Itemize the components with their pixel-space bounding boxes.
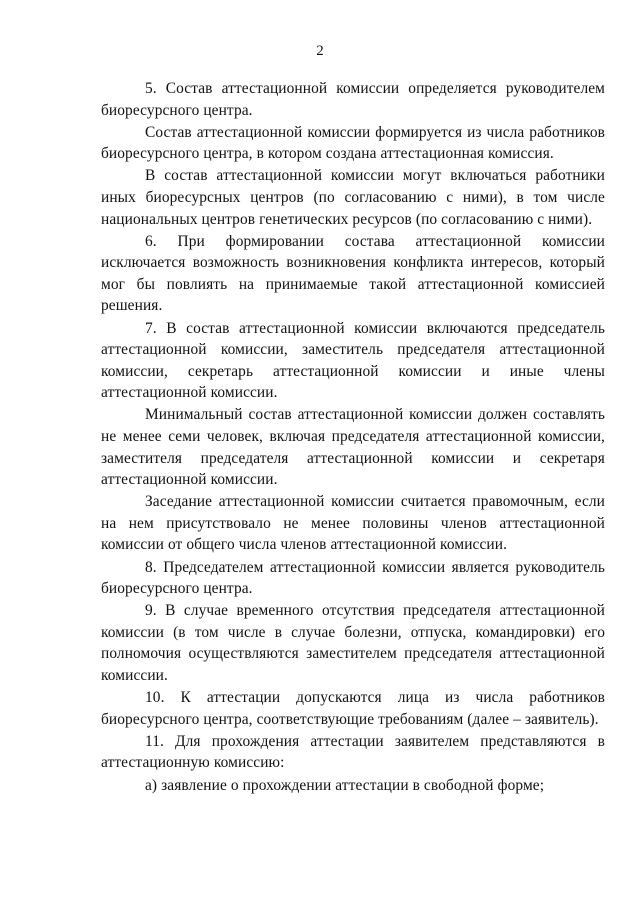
paragraph-5-other-centers: В состав аттестационной комиссии могут включаться работники иных биоресурсных центров (по согласованию с ними), в том числе национальных центров генетических ресурсов (по согласованию с ними). [101, 167, 605, 228]
paragraph-10: 10. К аттестации допускаются лица из числа работников биоресурсного центра, соответствующие требованиям (далее – заявитель). [101, 689, 605, 728]
page-number: 2 [316, 43, 324, 59]
paragraph-11: 11. Для прохождения аттестации заявителем представляются в аттестационную комиссию: [101, 732, 605, 772]
paragraph-7-quorum: Заседание аттестационной комиссии считается правомочным, если на нем присутствовало не менее половины членов аттестационной комиссии от общего числа членов аттестационной комиссии. [101, 493, 605, 554]
paragraph-5-composition: Состав аттестационной комиссии формируется из числа работников биоресурсного центра, в котором создана аттестационная комиссия. [101, 123, 605, 163]
paragraph-9: 9. В случае временного отсутствия председателя аттестационной комиссии (в том числе в случае болезни, отпуска, командировки) его полномочия осуществляются заместителем председателя аттестационной комиссии. [101, 602, 605, 685]
paragraph-11-a: а) заявление о прохождении аттестации в свободной форме; [145, 776, 545, 794]
paragraph-8: 8. Председателем аттестационной комиссии является руководитель биоресурсного центра. [101, 558, 605, 598]
paragraph-6: 6. При формировании состава аттестационной комиссии исключается возможность возникновения конфликта интересов, который мог бы повлиять на принимаемые такой аттестационной комиссией решения. [101, 232, 605, 315]
paragraph-5: 5. Состав аттестационной комиссии определяется руководителем биоресурсного центра. [101, 80, 605, 119]
paragraph-7: 7. В состав аттестационной комиссии включаются председатель аттестационной комиссии, заместитель председателя аттестационной комиссии, секретарь аттестационной комиссии и иные члены аттестационной комиссии. [101, 319, 605, 402]
paragraph-7-minimum: Минимальный состав аттестационной комиссии должен составлять не менее семи человек, включая председателя аттестационной комиссии, заместителя председателя аттестационной комиссии и секретаря аттестационной комиссии. [101, 406, 605, 489]
document-body [101, 78, 605, 797]
